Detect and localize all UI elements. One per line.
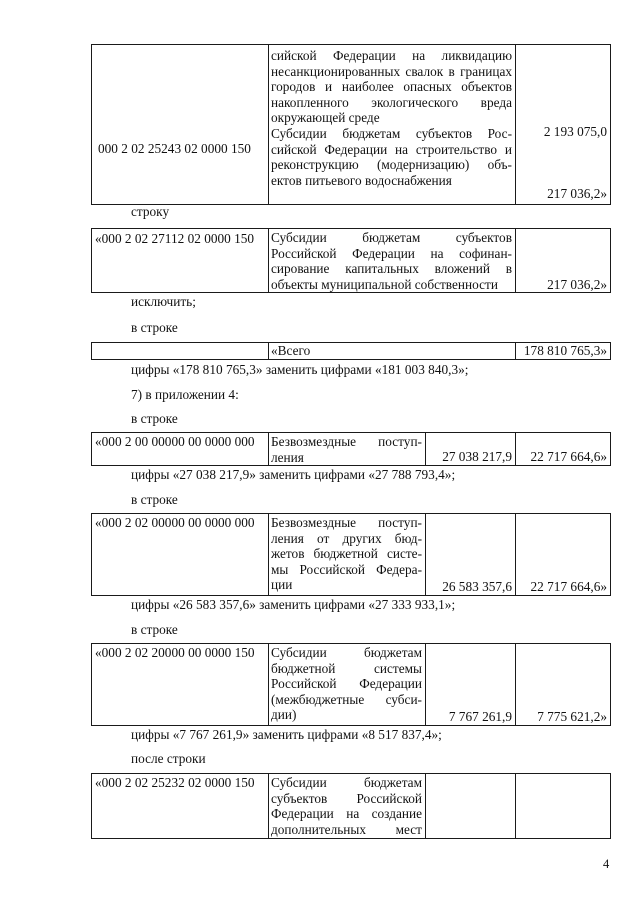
table-6-desc-line: дии) — [271, 707, 297, 723]
page-number: 4 — [603, 857, 610, 871]
table-1-desc-line: накопленного экологического вреда — [271, 94, 512, 110]
table-7-code-cell — [92, 774, 268, 838]
table-4-desc-cell — [268, 433, 425, 465]
table-6-amount-1-cell — [425, 644, 515, 725]
table-4-amount-1-cell — [425, 433, 515, 465]
table-6-desc-line: Российской Федерации — [271, 676, 422, 692]
table-6 — [91, 643, 611, 726]
table-5-desc-cell — [268, 514, 425, 595]
table-1-amount-1: 2 193 075,0 — [543, 124, 607, 139]
text-iskl: исключить; — [131, 294, 196, 309]
table-3-desc: «Всего — [271, 343, 311, 358]
table-7-desc-line: субъектов Российской — [271, 790, 422, 806]
text-item-7: 7) в приложении 4: — [131, 387, 239, 402]
table-5-amount-2: 22 717 664,6» — [530, 579, 607, 594]
table-7 — [91, 773, 611, 839]
table-2-desc-line: объекты муниципальной собственности — [271, 276, 498, 292]
text-v-stroke: в строке — [131, 622, 178, 637]
table-1-desc-line: Субсидии бюджетам субъектов Рос- — [271, 125, 512, 141]
table-5-amount-2-cell — [515, 514, 610, 595]
table-2-desc-line: Российской Федерации на софинан- — [271, 245, 512, 261]
table-4-amount-1: 27 038 217,9 — [442, 449, 512, 464]
table-4-amount-2: 22 717 664,6» — [530, 449, 607, 464]
table-1-desc-line: реконструкцию (модернизацию) объ- — [271, 157, 512, 173]
text-v-stroke: в строке — [131, 411, 178, 426]
table-5-desc-line: ления от других бюд- — [271, 530, 422, 546]
table-4-code: «000 2 00 00000 00 0000 000 — [95, 434, 255, 449]
text-v-stroke: в строке — [131, 492, 178, 507]
table-7-desc-line: дополнительных мест — [271, 821, 422, 837]
table-6-amount-1: 7 767 261,9 — [448, 709, 512, 724]
table-3 — [91, 342, 611, 360]
table-1-desc-line: городов и наиболее опасных объектов — [271, 79, 512, 95]
table-2-code-cell — [92, 229, 268, 292]
table-5-desc-line: жетов бюджетной систе- — [271, 546, 422, 562]
table-1 — [91, 44, 611, 205]
table-1-amount-2: 217 036,2» — [547, 186, 607, 201]
table-6-desc-cell — [268, 644, 425, 725]
table-1-code: 000 2 02 25243 02 0000 150 — [98, 141, 251, 156]
text-cifry: цифры «26 583 357,6» заменить цифрами «27 333 933,1»; — [131, 597, 456, 612]
table-5-desc-line: мы Российской Федера- — [271, 561, 422, 577]
table-2 — [91, 228, 611, 293]
table-1-code-cell — [92, 45, 268, 204]
table-1-desc-line: окружающей среде — [271, 110, 380, 126]
table-4-amount-2-cell — [515, 433, 610, 465]
table-3-amount-cell — [515, 343, 610, 359]
table-4-desc-line: ления — [271, 449, 304, 465]
text-stroku: строку — [131, 204, 170, 219]
table-3-desc-cell — [268, 343, 515, 359]
text-cifry: цифры «7 767 261,9» заменить цифрами «8 517 837,4»; — [131, 727, 442, 742]
table-4 — [91, 432, 611, 466]
table-6-code-cell — [92, 644, 268, 725]
table-6-amount-2-cell — [515, 644, 610, 725]
text-cifry: цифры «27 038 217,9» заменить цифрами «27 788 793,4»; — [131, 467, 456, 482]
table-1-amount-cell — [515, 45, 610, 204]
table-5-amount-1-cell — [425, 514, 515, 595]
table-7-desc-cell — [268, 774, 425, 838]
table-1-desc-cell — [268, 45, 515, 204]
text-posle: после строки — [131, 751, 206, 766]
table-3-amount: 178 810 765,3» — [523, 343, 607, 358]
table-5-desc-line: Безвозмездные поступ- — [271, 515, 422, 530]
table-5 — [91, 513, 611, 596]
table-4-code-cell — [92, 433, 268, 465]
table-2-desc-cell — [268, 229, 515, 292]
table-7-amount-1-cell — [425, 774, 515, 838]
table-6-amount-2: 7 775 621,2» — [537, 709, 607, 724]
text-cifry: цифры «178 810 765,3» заменить цифрами «181 003 840,3»; — [131, 362, 469, 377]
table-7-desc-line: Федерации на создание — [271, 806, 422, 822]
table-7-amount-2-cell — [515, 774, 610, 838]
table-5-code-cell — [92, 514, 268, 595]
table-6-desc-line: (межбюджетные субси- — [271, 691, 422, 707]
table-2-amount: 217 036,2» — [547, 277, 607, 292]
table-5-amount-1: 26 583 357,6 — [442, 579, 512, 594]
table-2-amount-cell — [515, 229, 610, 292]
table-2-desc-line: сирование капитальных вложений в — [271, 261, 512, 277]
table-6-desc-line: бюджетной системы — [271, 660, 422, 676]
table-1-desc-line: сийской Федерации на ликвидацию — [271, 48, 512, 63]
table-7-desc-line: Субсидии бюджетам — [271, 775, 422, 790]
table-2-desc-line: Субсидии бюджетам субъектов — [271, 230, 512, 245]
table-4-desc-line: Безвозмездные поступ- — [271, 434, 422, 449]
table-6-desc-line: Субсидии бюджетам — [271, 645, 422, 660]
table-1-desc-line: сийской Федерации на строительство и — [271, 141, 512, 157]
table-3-code-cell — [92, 343, 268, 359]
table-1-desc-line: несанкционированных свалок в границах — [271, 63, 512, 79]
text-v-stroke: в строке — [131, 320, 178, 335]
table-5-desc-line: ции — [271, 577, 293, 593]
table-5-code: «000 2 02 00000 00 0000 000 — [95, 515, 255, 530]
table-6-code: «000 2 02 20000 00 0000 150 — [95, 645, 255, 660]
table-7-code: «000 2 02 25232 02 0000 150 — [95, 775, 255, 790]
table-1-desc-line: ектов питьевого водоснабжения — [271, 172, 452, 188]
table-2-code: «000 2 02 27112 02 0000 150 — [95, 231, 255, 246]
